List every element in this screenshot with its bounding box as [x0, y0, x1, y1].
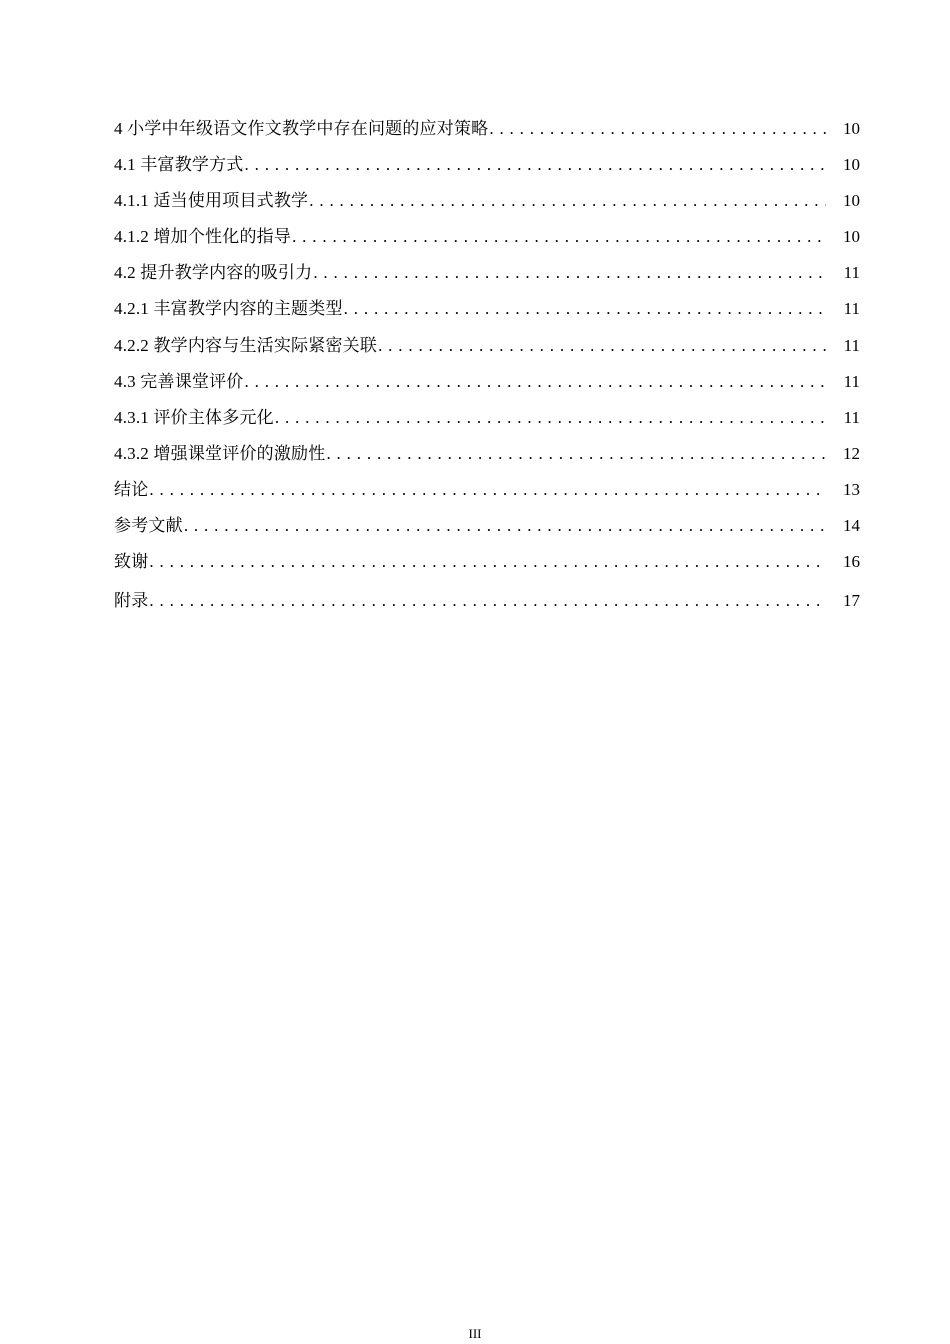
toc-dot-leader: [292, 225, 826, 249]
toc-dot-leader: [275, 406, 826, 430]
toc-entry-page: 16: [843, 552, 860, 572]
toc-entry-page: 17: [843, 591, 860, 611]
toc-entry[interactable]: [114, 370, 860, 406]
toc-entry-page: 10: [843, 119, 860, 138]
page-number: III: [468, 1326, 482, 1341]
toc-entry-title: 4.1 丰富教学方式: [114, 155, 244, 175]
toc-entry-page: 12: [843, 443, 860, 463]
toc-entry-page: 11: [843, 371, 860, 391]
toc-entry[interactable]: [114, 334, 860, 370]
toc-entry-title: 4.3.2 增强课堂评价的激励性: [114, 443, 326, 463]
toc-dot-leader: [344, 297, 826, 321]
toc-entry-title: 附录: [114, 591, 149, 611]
toc-entry-page: 14: [843, 516, 860, 536]
toc-dot-leader: [149, 478, 826, 502]
toc-dot-leader: [149, 550, 826, 574]
toc-entry-page: 11: [843, 299, 860, 319]
toc-dot-leader: [489, 117, 826, 141]
table-of-contents: [114, 117, 860, 629]
toc-entry[interactable]: [114, 550, 860, 586]
toc-entry-page: 13: [843, 479, 860, 499]
toc-entry-page: 10: [843, 191, 860, 211]
toc-entry[interactable]: [114, 442, 860, 478]
toc-entry-title: 致谢: [114, 552, 149, 572]
toc-dot-leader: [326, 442, 826, 466]
toc-dot-leader: [245, 153, 827, 177]
toc-entry[interactable]: [114, 153, 860, 189]
toc-entry[interactable]: [114, 406, 860, 442]
toc-dot-leader: [378, 334, 826, 358]
toc-entry[interactable]: [114, 189, 860, 225]
toc-dot-leader: [245, 370, 827, 394]
toc-entry[interactable]: [114, 117, 860, 153]
toc-entry-title: 4 小学中年级语文作文教学中存在问题的应对策略: [114, 119, 489, 138]
toc-dot-leader: [149, 589, 826, 613]
toc-entry[interactable]: [114, 297, 860, 333]
toc-entry-title: 结论: [114, 479, 149, 499]
toc-entry-title: 4.2 提升教学内容的吸引力: [114, 263, 313, 283]
toc-dot-leader: [184, 514, 826, 538]
toc-entry-title: 4.1.1 适当使用项目式教学: [114, 191, 309, 211]
toc-entry-page: 10: [843, 155, 860, 175]
toc-entry[interactable]: [114, 225, 860, 261]
toc-entry[interactable]: [114, 478, 860, 514]
toc-entry-page: 11: [843, 263, 860, 283]
toc-entry-page: 11: [843, 335, 860, 355]
toc-entry[interactable]: [114, 261, 860, 297]
toc-entry-title: 参考文献: [114, 516, 183, 536]
toc-dot-leader: [313, 261, 826, 285]
toc-entry-title: 4.1.2 增加个性化的指导: [114, 227, 292, 247]
toc-entry-title: 4.2.2 教学内容与生活实际紧密关联: [114, 335, 378, 355]
toc-entry-page: 10: [843, 227, 860, 247]
toc-entry[interactable]: [114, 514, 860, 550]
toc-entry-title: 4.3 完善课堂评价: [114, 371, 244, 391]
toc-entry[interactable]: [114, 586, 860, 629]
toc-dot-leader: [309, 189, 826, 213]
toc-entry-page: 11: [843, 407, 860, 427]
toc-entry-title: 4.3.1 评价主体多元化: [114, 407, 274, 427]
toc-entry-title: 4.2.1 丰富教学内容的主题类型: [114, 299, 343, 319]
